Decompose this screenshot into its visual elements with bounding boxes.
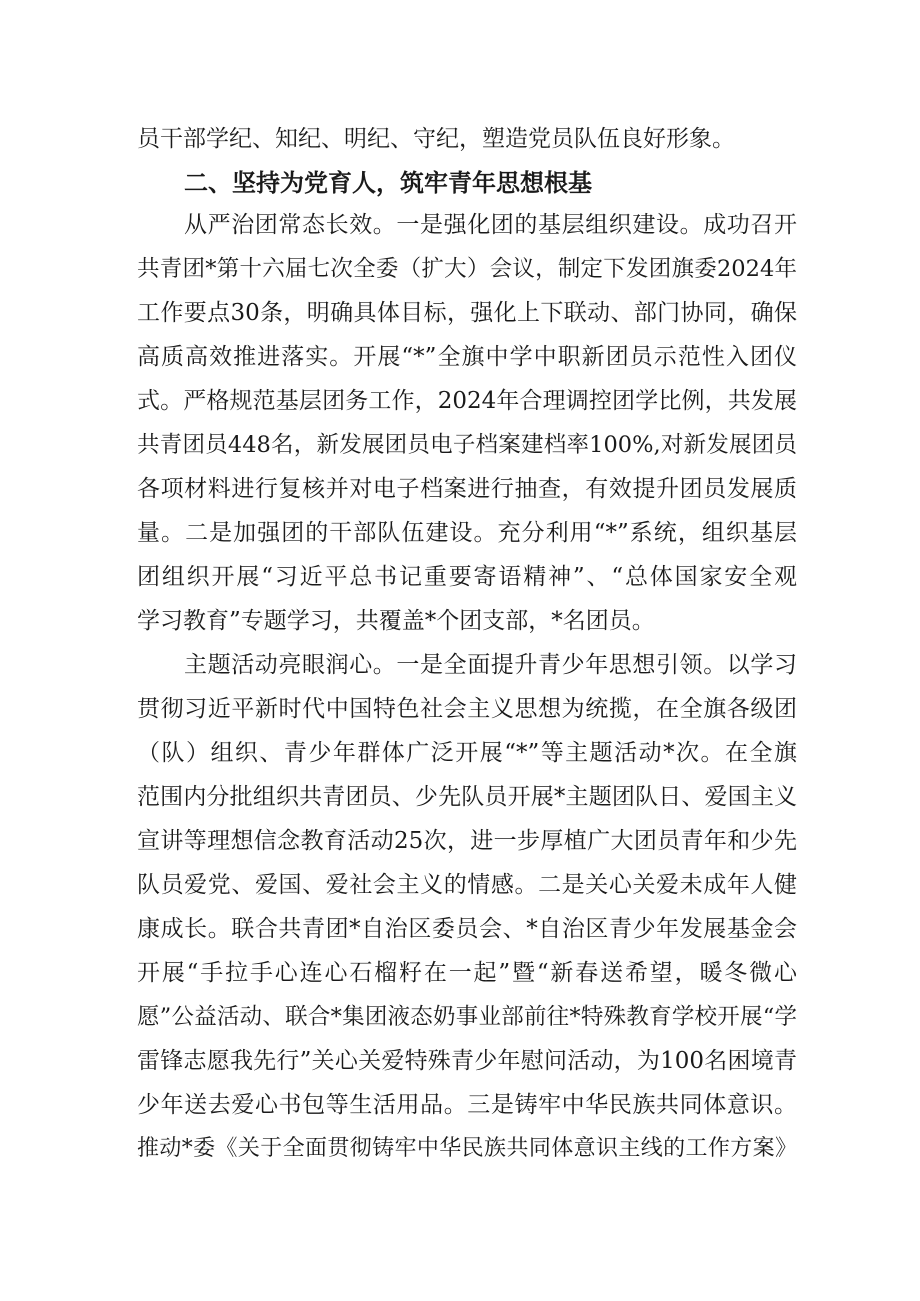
paragraph-line: 学习教育”专题学习，共覆盖*个团支部，*名团员。: [137, 608, 655, 634]
paragraph-line: （队）组织、青少年群体广泛开展“*”等主题活动*次。在全旗: [137, 740, 797, 766]
paragraph-line: 贯彻习近平新时代中国特色社会主义思想为统揽，在全旗各级团: [137, 696, 797, 722]
paragraph-line: 愿”公益活动、联合*集团液态奶事业部前往*特殊教育学校开展“学: [137, 1004, 797, 1030]
paragraph-line: 队员爱党、爱国、爱社会主义的情感。二是关心关爱未成年人健: [137, 872, 797, 898]
paragraph-line: 宣讲等理想信念教育活动25次，进一步厚植广大团员青年和少先: [137, 828, 797, 854]
paragraph-line: 开展“手拉手心连心石榴籽在一起”暨“新春送希望，暖冬微心: [137, 960, 797, 986]
paragraph-line: 少年送去爱心书包等生活用品。三是铸牢中华民族共同体意识。: [137, 1092, 797, 1118]
paragraph-line: 主题活动亮眼润心。一是全面提升青少年思想引领。以学习: [184, 652, 797, 678]
paragraph-line: 各项材料进行复核并对电子档案进行抽查，有效提升团员发展质: [137, 476, 797, 502]
paragraph-line: 康成长。联合共青团*自治区委员会、*自治区青少年发展基金会: [137, 916, 797, 942]
paragraph-line: 推动*委《关于全面贯彻铸牢中华民族共同体意识主线的工作方案》: [137, 1136, 797, 1161]
paragraph-line: 范围内分批组织共青团员、少先队员开展*主题团队日、爱国主义: [137, 784, 797, 810]
paragraph-line: 量。二是加强团的干部队伍建设。充分利用“*”系统，组织基层: [137, 520, 797, 546]
continued-paragraph-line: 员干部学纪、知纪、明纪、守纪，塑造党员队伍良好形象。: [137, 126, 735, 152]
paragraph-line: 共青团*第十六届七次全委（扩大）会议，制定下发团旗委2024年: [137, 256, 797, 282]
paragraph-line: 团组织开展“习近平总书记重要寄语精神”、“总体国家安全观: [137, 564, 797, 590]
paragraph-line: 工作要点30条，明确具体目标，强化上下联动、部门协同，确保: [137, 300, 797, 326]
section-heading: 二、坚持为党育人，筑牢青年思想根基: [184, 169, 592, 197]
paragraph-line: 高质高效推进落实。开展“*”全旗中学中职新团员示范性入团仪: [137, 344, 797, 370]
paragraph-line: 雷锋志愿我先行”关心关爱特殊青少年慰问活动，为100名困境青: [137, 1048, 797, 1074]
paragraph-line: 从严治团常态长效。一是强化团的基层组织建设。成功召开: [184, 212, 797, 238]
paragraph-line: 式。严格规范基层团务工作，2024年合理调控团学比例，共发展: [137, 388, 797, 414]
paragraph-line: 共青团员448名，新发展团员电子档案建档率100%,对新发展团员: [137, 432, 797, 458]
